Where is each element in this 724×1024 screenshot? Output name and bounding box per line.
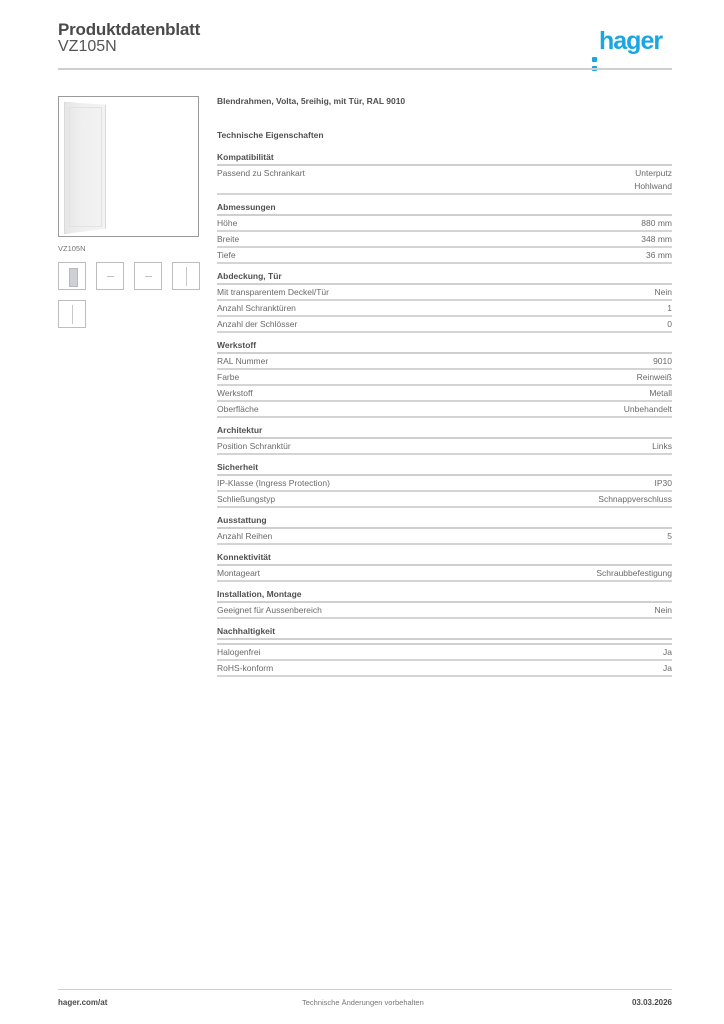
spec-value [655, 477, 673, 490]
spec-group [217, 552, 672, 582]
spec-row [217, 645, 672, 661]
spec-label: Breite [217, 234, 240, 244]
main-image-label: VZ105N [58, 244, 86, 253]
spec-value-line: Unbehandelt [623, 404, 672, 414]
article-number: VZ105N [58, 38, 117, 55]
spec-label: RAL Nummer [217, 356, 269, 366]
door-front-icon [69, 268, 78, 287]
footer-disclaimer: Technische Änderungen vorbehalten [302, 998, 424, 1007]
spec-value-line: Nein [654, 287, 672, 297]
spec-value-line: 5 [667, 531, 672, 541]
spec-row [217, 216, 672, 232]
spec-value-line: Metall [649, 388, 672, 398]
spec-label: Schließungstyp [217, 494, 276, 504]
spec-value-line: 1 [667, 303, 672, 313]
spec-group [217, 271, 672, 333]
thumbnail-1[interactable] [58, 262, 86, 290]
spec-value-line: 348 mm [641, 234, 672, 244]
thumbnail-2[interactable] [96, 262, 124, 290]
spec-row [217, 370, 672, 386]
spec-value [641, 233, 672, 246]
spec-row [217, 566, 672, 582]
spec-row [217, 439, 672, 455]
spec-row [217, 248, 672, 264]
spec-label: Farbe [217, 372, 240, 382]
spec-value [663, 646, 672, 659]
spec-value [596, 567, 672, 580]
spec-row [217, 529, 672, 545]
spec-row [217, 603, 672, 619]
spec-label: RoHS-konform [217, 663, 274, 673]
door-top-icon [107, 276, 114, 277]
spec-label: Position Schranktür [217, 441, 291, 451]
spec-value-line: Ja [663, 663, 672, 673]
spec-group-title: Werkstoff [217, 340, 672, 354]
spec-label: Oberfläche [217, 404, 259, 414]
spec-group-title: Kompatibilität [217, 152, 672, 166]
spec-value-line: Links [652, 441, 672, 451]
spec-label: Höhe [217, 218, 238, 228]
spec-label: Halogenfrei [217, 647, 261, 657]
spec-row [217, 166, 672, 195]
spec-value-line: 0 [667, 319, 672, 329]
spec-value-line: 9010 [653, 356, 672, 366]
spec-value [653, 355, 672, 368]
spec-group [217, 626, 672, 677]
logo-text: hager [599, 27, 663, 55]
spec-value [652, 440, 672, 453]
spec-label: Passend zu Schrankart [217, 168, 305, 178]
spec-group-title: Abdeckung, Tür [217, 271, 672, 285]
spec-value [634, 167, 672, 193]
page-title: Produktdatenblatt [58, 20, 201, 39]
spec-group-title: Sicherheit [217, 462, 672, 476]
spec-group [217, 462, 672, 508]
spec-value [667, 318, 672, 331]
spec-value [667, 302, 672, 315]
spec-row [217, 354, 672, 370]
spec-group [217, 425, 672, 455]
spec-row [217, 661, 672, 677]
spec-value-line: Ja [663, 647, 672, 657]
spec-value [655, 286, 672, 299]
spec-content [217, 96, 672, 677]
door-side-icon [186, 267, 187, 286]
spec-value [637, 371, 672, 384]
spec-row [217, 386, 672, 402]
spec-value-line: Unterputz [635, 168, 672, 178]
spec-value-line: 880 mm [641, 218, 672, 228]
spec-value [663, 662, 672, 675]
spec-value-line: Hohlwand [634, 181, 672, 191]
spec-group-title: Architektur [217, 425, 672, 439]
spec-group [217, 340, 672, 418]
spec-row [217, 317, 672, 333]
spec-value [598, 493, 672, 506]
spec-row [217, 285, 672, 301]
spec-group-title: Konnektivität [217, 552, 672, 566]
spec-row [217, 301, 672, 317]
spec-group [217, 589, 672, 619]
product-description: Blendrahmen, Volta, 5reihig, mit Tür, RAL 9010 [217, 96, 406, 106]
spec-groups [217, 152, 672, 677]
spec-group [217, 515, 672, 545]
spec-value-line: IP30 [654, 478, 672, 488]
spec-label: IP-Klasse (Ingress Protection) [217, 478, 330, 488]
spec-value-line: Reinweiß [636, 372, 672, 382]
door-side-2-icon [72, 305, 73, 324]
spec-row [217, 476, 672, 492]
spec-value-line: Schnappverschluss [598, 494, 672, 504]
spec-value [624, 403, 672, 416]
door-bottom-icon [145, 276, 152, 277]
spec-group-title: Abmessungen [217, 202, 672, 216]
spec-group [217, 202, 672, 264]
spec-value-line: Nein [654, 605, 672, 615]
spec-group [217, 152, 672, 195]
spec-group-title: Installation, Montage [217, 589, 672, 603]
spec-label: Montageart [217, 568, 260, 578]
thumbnail-5[interactable] [58, 300, 86, 328]
spec-label: Tiefe [217, 250, 236, 260]
thumbnail-3[interactable] [134, 262, 162, 290]
hager-logo [592, 27, 662, 55]
spec-value-line: Schraubbefestigung [596, 568, 672, 578]
spec-row [217, 232, 672, 248]
spec-label: Anzahl Reihen [217, 531, 273, 541]
spec-value [667, 530, 672, 543]
spec-row [217, 492, 672, 508]
spec-value [655, 604, 672, 617]
spec-label: Anzahl der Schlösser [217, 319, 298, 329]
spec-value [646, 249, 672, 262]
thumbnail-4[interactable] [172, 262, 200, 290]
product-main-image[interactable] [58, 96, 199, 237]
header-divider [58, 68, 672, 70]
spec-value [649, 387, 672, 400]
door-panel-icon [64, 102, 106, 234]
spec-label: Geeignet für Aussenbereich [217, 605, 322, 615]
spec-value [641, 217, 672, 230]
spec-group-title: Ausstattung [217, 515, 672, 529]
footer-website-link[interactable]: hager.com/at [58, 998, 108, 1007]
footer-divider [58, 989, 672, 990]
spec-row [217, 402, 672, 418]
spec-label: Anzahl Schranktüren [217, 303, 296, 313]
section-title: Technische Eigenschaften [217, 130, 324, 140]
spec-group-title: Nachhaltigkeit [217, 626, 672, 640]
spec-label: Werkstoff [217, 388, 253, 398]
spec-label: Mit transparentem Deckel/Tür [217, 287, 329, 297]
spec-value-line: 36 mm [646, 250, 672, 260]
footer-date: 03.03.2026 [631, 998, 672, 1007]
